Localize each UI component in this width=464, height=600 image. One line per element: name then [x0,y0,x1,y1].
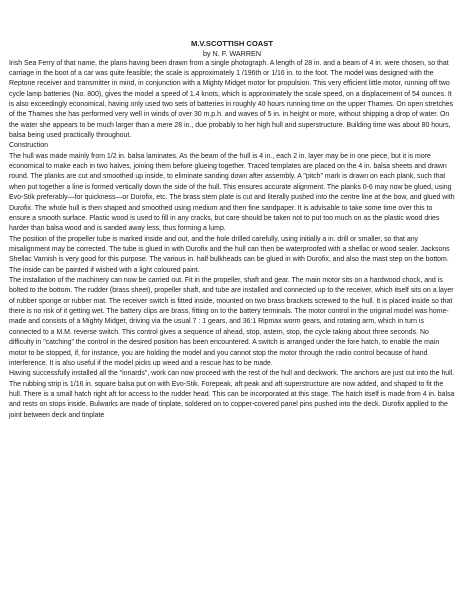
paragraph-propeller-tube: The position of the propeller tube is marked inside and out, and the hole drilled carefully, using initially a in. drill or smaller, so that any misalignment may be corrected. The tube is glued in with Durofix and the hull can then be waterproofed with a shellac or wood sealer. Jacksons Shellac Varnish is very good for this purpose. The various in. half bulkheads can be glued in with Durofix, and also the mast step on the bottom. The inside can be painted if wished with a light coloured paint. [9,235,450,274]
article-author: by N. F. WARREN [202,49,262,58]
article-title: M.V.SCOTTISH COAST [191,39,273,48]
article-body [9,59,455,422]
paragraph-intro: Irish Sea Ferry of that name, the plans having been drawn from a single photograph. A length of 28 in. and a beam of 4 in. were chosen, so that carriage in the boot of a car was quite feasible; the scale is approximately 1 /196th or 1/16 in. to the foot. The model was designed with the Reptone receiver and transmitter in mind, in conjunction with a Mighty Midget motor for propulsion. This very efficient little motor, running off two cycle lamp batteries (No. 800), gives the model a speed of 1.4 knots, which is approximately the scale speed, on a displacement of 54 ounces. It is also exceedingly economical, having only used two sets of batteries in roughly 40 hours running time on the upper Thames. On open stretches of the Thames she has performed very well in winds of over 30 m.p.h. and waves of 5 in. in height or more, without shipping a drop of water. On the water she appears to be much larger than a mere 28 in., due probably to her high hull and superstructure. Building time was about 80 hours, balsa being used practically throughout. [9,59,454,140]
paragraph-machinery: The installation of the machinery can now be carried out. Fit in the propeller, shaft and gear. The main motor sits on a hardwood chock, and is bolted to the bottom. The rudder (brass sheet), propeller shaft, and tube are installed and connected up to the receiver, which itself sits on a layer of rubber sponge or rubber mat. The receiver switch is fitted inside, mounted on two brass brackets screwed to the hull. It is placed inside so that there is no risk of it getting wet. The battery clips are brass, fitting on to the battery terminals. The motor control in the original model was home-made and consists of a Mighty Midget, driving via the usual 7 : 1 gears, and 36:1 Ripmax worm gears, and rotating arm, which in turn is connected to a M.M. reverse switch. This control gives a sequence of ahead, stop, astern, stop, the cycle taking about three seconds. No difficulty in "catching" the control in the desired position has been encountered. A switch is arranged under the fore hatch, to enable the main motor to be stopped, if, for instance, you are holding the model and you cannot stop the motor through the radio control because of hand interference. It is also useful if the model picks up weed and a rescue has to be made. [9,277,454,367]
section-heading-construction: Construction [9,142,48,150]
paragraph-hull: The hull was made mainly from 1/2 in. balsa laminates. As the beam of the hull is 4 in., each 2 in. layer may be in one piece, but it is more economical to make each in two halves, joining them before glueing together. Traced templates are placed on the 4 in. balsa sheets and drawn round. The planks are cut and smoothed up inside, to eliminate sanding down after assembly. A "pitch" mark is drawn on each plank, such that when put together a line is formed vertically down the side of the hull. This ensures accurate alignment. The planks 0-6 may now be glued, using Evo-Stik preferably—for quickness—or Durofix, etc. The brass stem plate is cut and literally pushed into the centre line at the bow, and glued with Durofix. The whole hull is then shaped and smoothed using medium and then fine sandpaper. It is advisable to take some time over this to ensure a smooth surface. Plastic wood is used to fill in any cracks, but care should be taken not to put too much on as the plastic wood dries harder than balsa wood and is sanded away less, thus forming a lump. [9,152,455,233]
paragraph-deckwork: Having successfully installed all the "innards", work can now proceed with the rest of the hull and deckwork. The anchors are just cut into the hull. The rubbing strip is 1/16 in. square balsa put on with Evo-Stik. Forepeak, aft peak and aft superstructure are now added, and shaped to fit the hull. There is a small hatch right aft for access to the rudder head. This can be incorporated at this stage. The hatch itself is made from 4 in. balsa and rests on stops inside. Bulwarks are made of tinplate, soldered on to copper-covered panel pins pushed into the deck. Durofix applied to the joint between deck and tinplate [9,370,455,419]
